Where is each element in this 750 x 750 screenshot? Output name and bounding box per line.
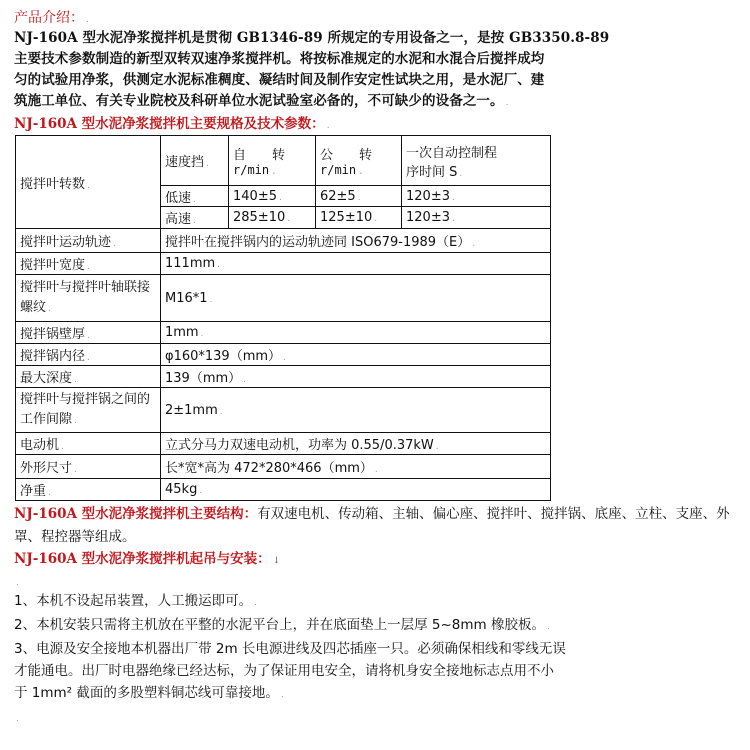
table-cell-value: 1mm . [161,322,551,344]
table-cell-label: 搅拌锅内径 . [16,344,161,366]
install-step-3-line-3: 于 1mm² 截面的多股塑料铜芯线可靠接地。 . [14,685,284,701]
table-cell-label: 最大深度 . [16,366,161,388]
table-row [16,455,551,479]
paragraph-mark: ↓ [272,556,281,566]
table-cell-label: 搅拌锅壁厚 . [16,322,161,344]
table-cell: 125±10 . [316,207,402,229]
table-cell-label: 电动机 . [16,433,161,455]
table-cell-label: 搅拌叶宽度 . [16,253,161,275]
paragraph-mark: . [505,98,509,108]
intro-line-3: 匀的试验用净浆，供测定水泥标准稠度、凝结时间及制作安定性试块之用，是水泥厂、建 [14,72,545,88]
install-step-3-line-2: 才能通电。出厂时电器绝缘已经达标，为了保证用电安全，请将机身安全接地标志点用不小 [14,663,554,679]
table-cell-label: 搅拌叶与搅拌叶轴联接螺纹 . [16,275,161,322]
structure-section [14,503,736,549]
table-cell: 低速 . [161,186,229,207]
product-intro-heading: 产品介绍： . [14,10,89,26]
table-row [16,253,551,275]
table-cell: 120±3 . [402,186,551,207]
spec-table [15,135,551,501]
table-cell-label: 搅拌叶转数 . [16,136,161,229]
table-cell-value: 搅拌叶在搅拌锅内的运动轨迹同 ISO679-1989（E） . [161,229,551,253]
paragraph-mark: . [326,121,330,131]
intro-line-4: 筑施工单位、有关专业院校及科研单位水泥试验室必备的，不可缺少的设备之一。 . [14,93,509,109]
table-cell: 62±5 . [316,186,402,207]
table-row [16,275,551,322]
table-cell-label: 净重 . [16,479,161,501]
table-cell-header: 自 转 r/min . [229,136,316,186]
table-row [16,479,551,501]
table-row [16,433,551,455]
blank-line: . [16,578,19,588]
table-cell-label: 搅拌叶运动轨迹 . [16,229,161,253]
table-row [16,344,551,366]
table-cell: 120±3 . [402,207,551,229]
table-row [16,136,551,186]
table-cell-label: 外形尺寸 . [16,455,161,479]
table-cell: 140±5 . [229,186,316,207]
table-cell: 285±10 . [229,207,316,229]
blank-line: . [16,714,19,724]
table-cell-value: 2±1mm . [161,388,551,433]
install-title: NJ-160A 型水泥净浆搅拌机起吊与安装： ↓ [14,551,281,567]
table-cell-value: M16*1 . [161,275,551,322]
structure-text: 有双速电机、传动箱、主轴、偏心座、搅拌叶、搅拌锅、底座、立柱、支座、外罩、程控器等组成。 [14,506,730,545]
table-cell-header: 公 转 r/min . [316,136,402,186]
table-cell-value: 立式分马力双速电动机，功率为 0.55/0.37kW . [161,433,551,455]
install-step-1: 1、本机不设起吊装置，人工搬运即可。 . [14,593,257,609]
table-cell-header: 一次自动控制程 序时间 S . [402,136,551,186]
spec-table-title: NJ-160A 型水泥净浆搅拌机主要规格及技术参数： . [14,116,330,132]
table-row [16,322,551,344]
table-cell-value: 111mm . [161,253,551,275]
paragraph-mark: . [86,15,89,25]
table-cell-value: 139（mm） . [161,366,551,388]
table-cell-value: 长*宽*高为 472*280*466（mm） . [161,455,551,479]
table-cell-value: 45kg . [161,479,551,501]
table-row [16,366,551,388]
intro-line-2: 主要技术参数制造的新型双转双速净浆搅拌机。将按标准规定的水泥和水混合后搅拌成均 [14,51,545,67]
install-step-3-line-1: 3、电源及安全接地本机器出厂带 2m 长电源进线及四芯插座一只。必须确保相线和零线无误 [14,641,566,657]
table-cell: 高速 . [161,207,229,229]
table-row [16,388,551,433]
product-page [14,8,736,724]
install-step-2: 2、本机安装只需将主机放在平整的水泥平台上，并在底面垫上一层厚 5~8mm 橡胶板。 . [14,617,550,633]
table-cell-value: φ160*139（mm） . [161,344,551,366]
table-cell-label: 搅拌叶与搅拌锅之间的工作间隙 . [16,388,161,433]
table-row [16,229,551,253]
structure-title: NJ-160A 型水泥净浆搅拌机主要结构： [14,506,258,522]
intro-line-1: NJ-160A 型水泥净浆搅拌机是贯彻 GB1346-89 所规定的专用设备之一，是按 GB3350.8-89 [14,30,610,46]
table-cell-header: 速度挡 . [161,136,229,186]
